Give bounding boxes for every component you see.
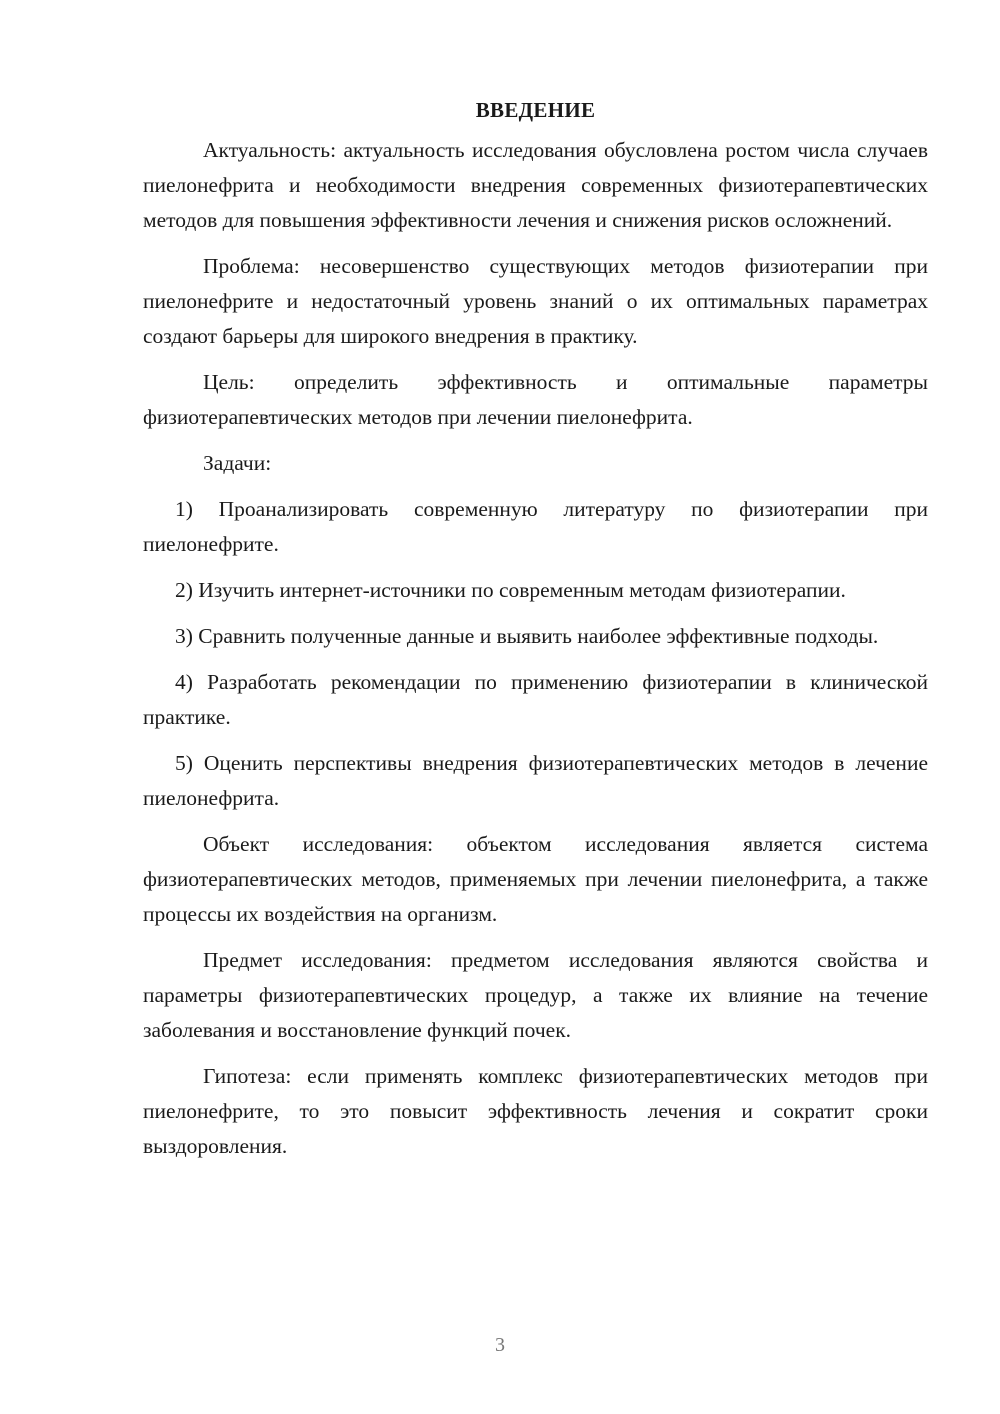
task-item-5: 5) Оценить перспективы внедрения физиотерапевтических методов в лечение пиелонефрита.	[143, 751, 928, 810]
paragraph-object: Объект исследования: объектом исследования является система физиотерапевтических методов, применяемых при лечении пиелонефрита, а также процессы их воздействия на организм.	[143, 832, 928, 926]
section-heading: ВВЕДЕНИЕ	[475, 98, 596, 122]
paragraph-goal: Цель: определить эффективность и оптимальные параметры физиотерапевтических методов при лечении пиелонефрита.	[143, 370, 928, 429]
document-page	[143, 95, 928, 1175]
paragraph-problem: Проблема: несовершенство существующих методов физиотерапии при пиелонефрите и недостаточный уровень знаний о их оптимальных параметрах создают барьеры для широкого внедрения в практику.	[143, 254, 928, 348]
task-item-4: 4) Разработать рекомендации по применению физиотерапии в клинической практике.	[143, 670, 928, 729]
paragraph-hypothesis: Гипотеза: если применять комплекс физиотерапевтических методов при пиелонефрите, то это повысит эффективность лечения и сократит сроки выздоровления.	[143, 1064, 928, 1158]
page-number: 3	[495, 1334, 505, 1356]
paragraph-subject: Предмет исследования: предметом исследования являются свойства и параметры физиотерапевтических процедур, а также их влияние на течение заболевания и восстановление функций почек.	[143, 948, 928, 1042]
task-item-1: 1) Проанализировать современную литературу по физиотерапии при пиелонефрите.	[143, 497, 928, 556]
tasks-label: Задачи:	[203, 451, 272, 475]
task-item-3: 3) Сравнить полученные данные и выявить наиболее эффективные подходы.	[175, 624, 879, 648]
paragraph-relevance: Актуальность: актуальность исследования обусловлена ростом числа случаев пиелонефрита и необходимости внедрения современных физиотерапевтических методов для повышения эффективности лечения и снижения рисков осложнений.	[143, 138, 928, 232]
task-item-2: 2) Изучить интернет-источники по современным методам физиотерапии.	[175, 578, 846, 602]
